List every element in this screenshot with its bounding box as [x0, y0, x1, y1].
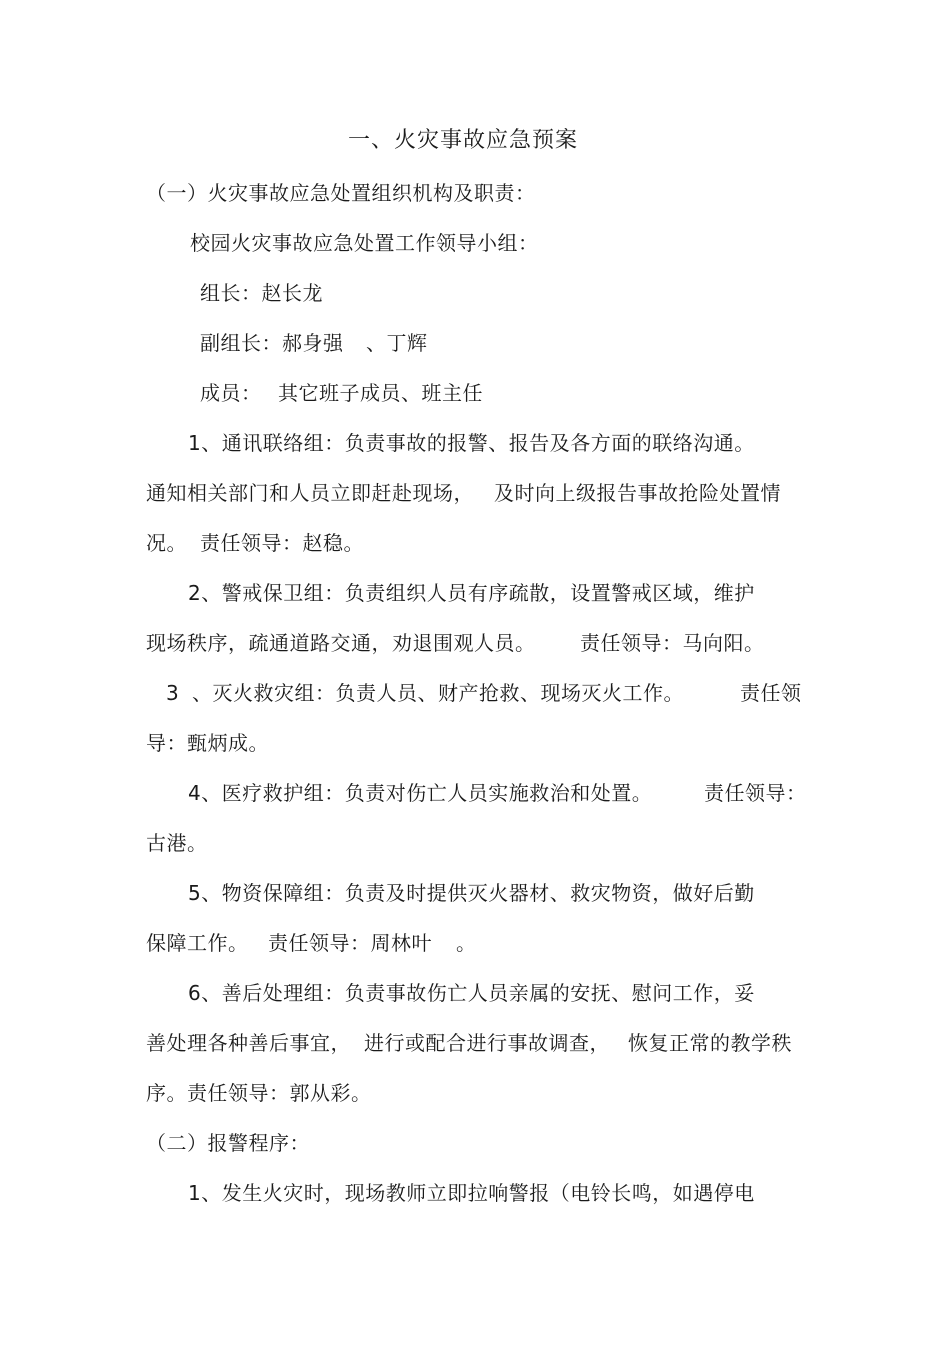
section-heading-1: （一）火灾事故应急处置组织机构及职责：: [146, 181, 536, 205]
group5-line2a: 保障工作。: [146, 931, 249, 955]
group5-line1: 5、物资保障组：负责及时提供灭火器材、救灾物资，做好后勤: [188, 881, 755, 905]
group-heading: 校园火灾事故应急处置工作领导小组：: [190, 231, 539, 255]
procedure-line1: 1、发生火灾时，现场教师立即拉响警报（电铃长鸣，如遇停电: [188, 1181, 755, 1205]
leader-line: 组长：赵长龙: [200, 281, 323, 305]
group1-line2a: 通知相关部门和人员立即赶赴现场，: [146, 481, 474, 505]
vice-leader-b: 、丁辉: [366, 331, 428, 355]
vice-leader-a: 副组长：郝身强: [200, 331, 344, 355]
group1-line3a: 况。: [146, 531, 187, 555]
group3-line2: 导：甄炳成。: [146, 731, 269, 755]
group3-line1a: 、灭火救灾组：负责人员、财产抢救、现场灭火工作。: [192, 681, 684, 705]
group6-line2b: 进行或配合进行事故调查，: [364, 1031, 610, 1055]
members-label: 成员：: [200, 381, 262, 405]
group6-line2a: 善处理各种善后事宜，: [146, 1031, 351, 1055]
group2-line1: 2、警戒保卫组：负责组织人员有序疏散，设置警戒区域，维护: [188, 581, 755, 605]
group6-line2c: 恢复正常的教学秩: [628, 1031, 792, 1055]
group4-line1b: 责任领导：: [704, 781, 807, 805]
group1-line3b: 责任领导：赵稳。: [200, 531, 364, 555]
document-title: 一、火灾事故应急预案: [348, 128, 579, 153]
group2-line2a: 现场秩序，疏通道路交通，劝退围观人员。: [146, 631, 536, 655]
group5-line2c: 。: [456, 931, 477, 955]
group6-line1: 6、善后处理组：负责事故伤亡人员亲属的安抚、慰问工作，妥: [188, 981, 755, 1005]
group4-line2: 古港。: [146, 831, 208, 855]
group5-line2b: 责任领导：周林叶: [268, 931, 432, 955]
group2-line2b: 责任领导：马向阳。: [580, 631, 765, 655]
group3-line1b: 责任领: [740, 681, 802, 705]
group4-line1a: 4、医疗救护组：负责对伤亡人员实施救治和处置。: [188, 781, 653, 805]
group3-number: 3: [166, 681, 180, 705]
section-heading-2: （二）报警程序：: [146, 1131, 310, 1155]
group1-line1: 1、通讯联络组：负责事故的报警、报告及各方面的联络沟通。: [188, 431, 755, 455]
group1-line2b: 及时向上级报告事故抢险处置情: [494, 481, 781, 505]
group6-line3: 序。责任领导：郭从彩。: [146, 1081, 372, 1105]
members-value: 其它班子成员、班主任: [278, 381, 483, 405]
